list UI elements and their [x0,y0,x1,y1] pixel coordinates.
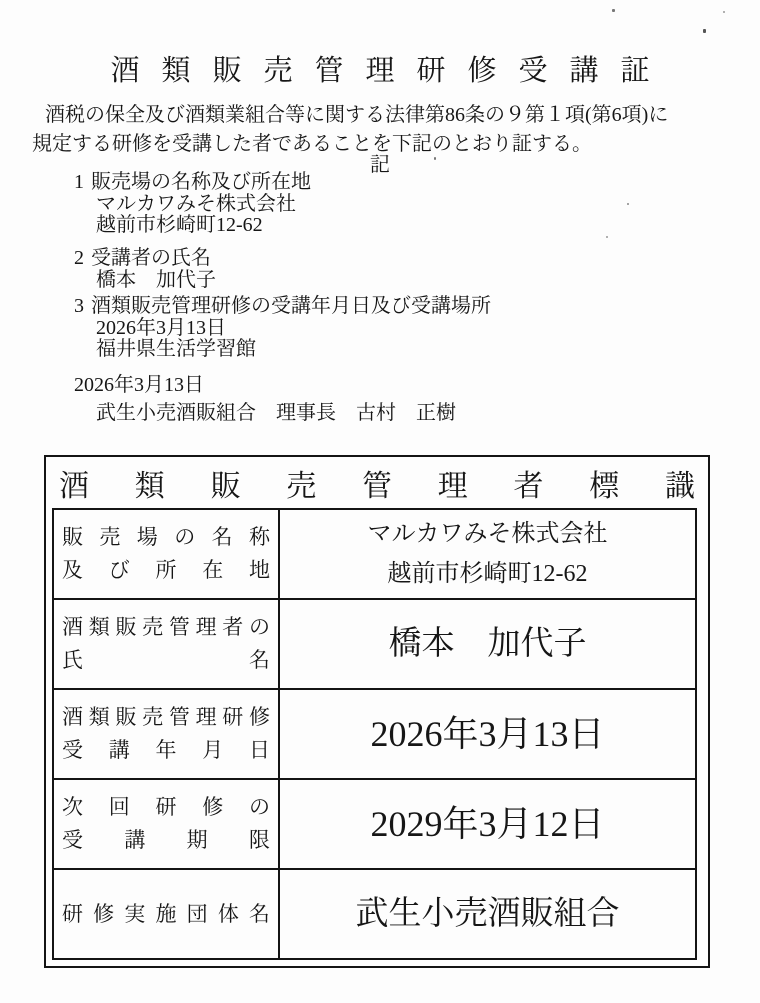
item-1-number: 1 [74,171,84,193]
table-row-next-training-deadline [54,780,695,870]
item-1-heading: 1 販売場の名称及び所在地 [74,171,311,193]
label-cell [54,870,280,958]
item-3-heading: 3 酒類販売管理研修の受講年月日及び受講場所 [74,295,491,317]
table-row-training-organization [54,870,695,958]
issue-date: 2026年3月13日 [74,374,204,396]
item-2-line-1: 橋本 加代子 [96,269,216,291]
manager-sign-board [44,455,710,968]
table-row-manager-name [54,600,695,690]
value-line: 橋本 加代子 [388,626,587,662]
value-line: マルカワみそ株式会社 [367,521,608,547]
table-row-shop-name [54,510,695,600]
sign-board-title-text: 酒 類 販 売 管 理 者 標 識 [59,469,695,503]
label-line: 受講年月日 [62,738,270,762]
value-cell [280,600,695,688]
value-line: 2029年3月12日 [370,804,605,844]
label-line: 氏名 [62,648,270,672]
scan-speck [703,29,706,33]
item-2-heading: 2 受講者の氏名 [74,247,211,269]
item-3-line-2: 福井県生活学習館 [96,338,256,360]
label-cell [54,780,280,868]
item-3-line-1: 2026年3月13日 [96,317,226,339]
scan-speck [606,236,608,238]
intro-line-2: 規定する研修を受講した者であることを下記のとおり証する。 [32,133,592,155]
item-1-line-1: マルカワみそ株式会社 [96,193,296,215]
label-line: 次回研修の [62,795,270,819]
value-line: 武生小売酒販組合 [355,896,620,932]
scan-speck [612,9,615,12]
sign-board-title [46,457,708,508]
label-cell [54,510,280,598]
item-3-number: 3 [74,295,84,317]
table-row-training-date [54,690,695,780]
item-1-line-2: 越前市杉崎町12-62 [96,214,263,236]
label-line: 販売場の名称 [62,525,270,549]
intro-line-1: 酒税の保全及び酒類業組合等に関する法律第86条の９第１項(第6項)に [45,104,669,126]
sign-board-table [52,508,697,960]
label-line: 及び所在地 [62,558,270,582]
scan-speck [723,11,725,13]
scan-speck [434,157,436,160]
label-cell [54,600,280,688]
label-line: 研修実施団体名 [62,901,270,926]
label-line: 酒類販売管理者の [62,615,270,639]
label-line: 受講期限 [62,828,270,852]
value-cell [280,510,695,598]
value-cell [280,870,695,958]
label-cell [54,690,280,778]
certificate-title: 酒類販売管理研修受講証 [110,55,672,87]
value-line: 2026年3月13日 [370,714,605,754]
label-line: 酒類販売管理研修 [62,705,270,729]
record-heading: 記 [370,154,390,176]
scan-speck [627,203,629,205]
value-cell [280,780,695,868]
issuer-line: 武生小売酒販組合 理事長 古村 正樹 [96,402,456,424]
value-line: 越前市杉崎町12-62 [387,561,588,587]
item-2-number: 2 [74,247,84,269]
value-cell [280,690,695,778]
